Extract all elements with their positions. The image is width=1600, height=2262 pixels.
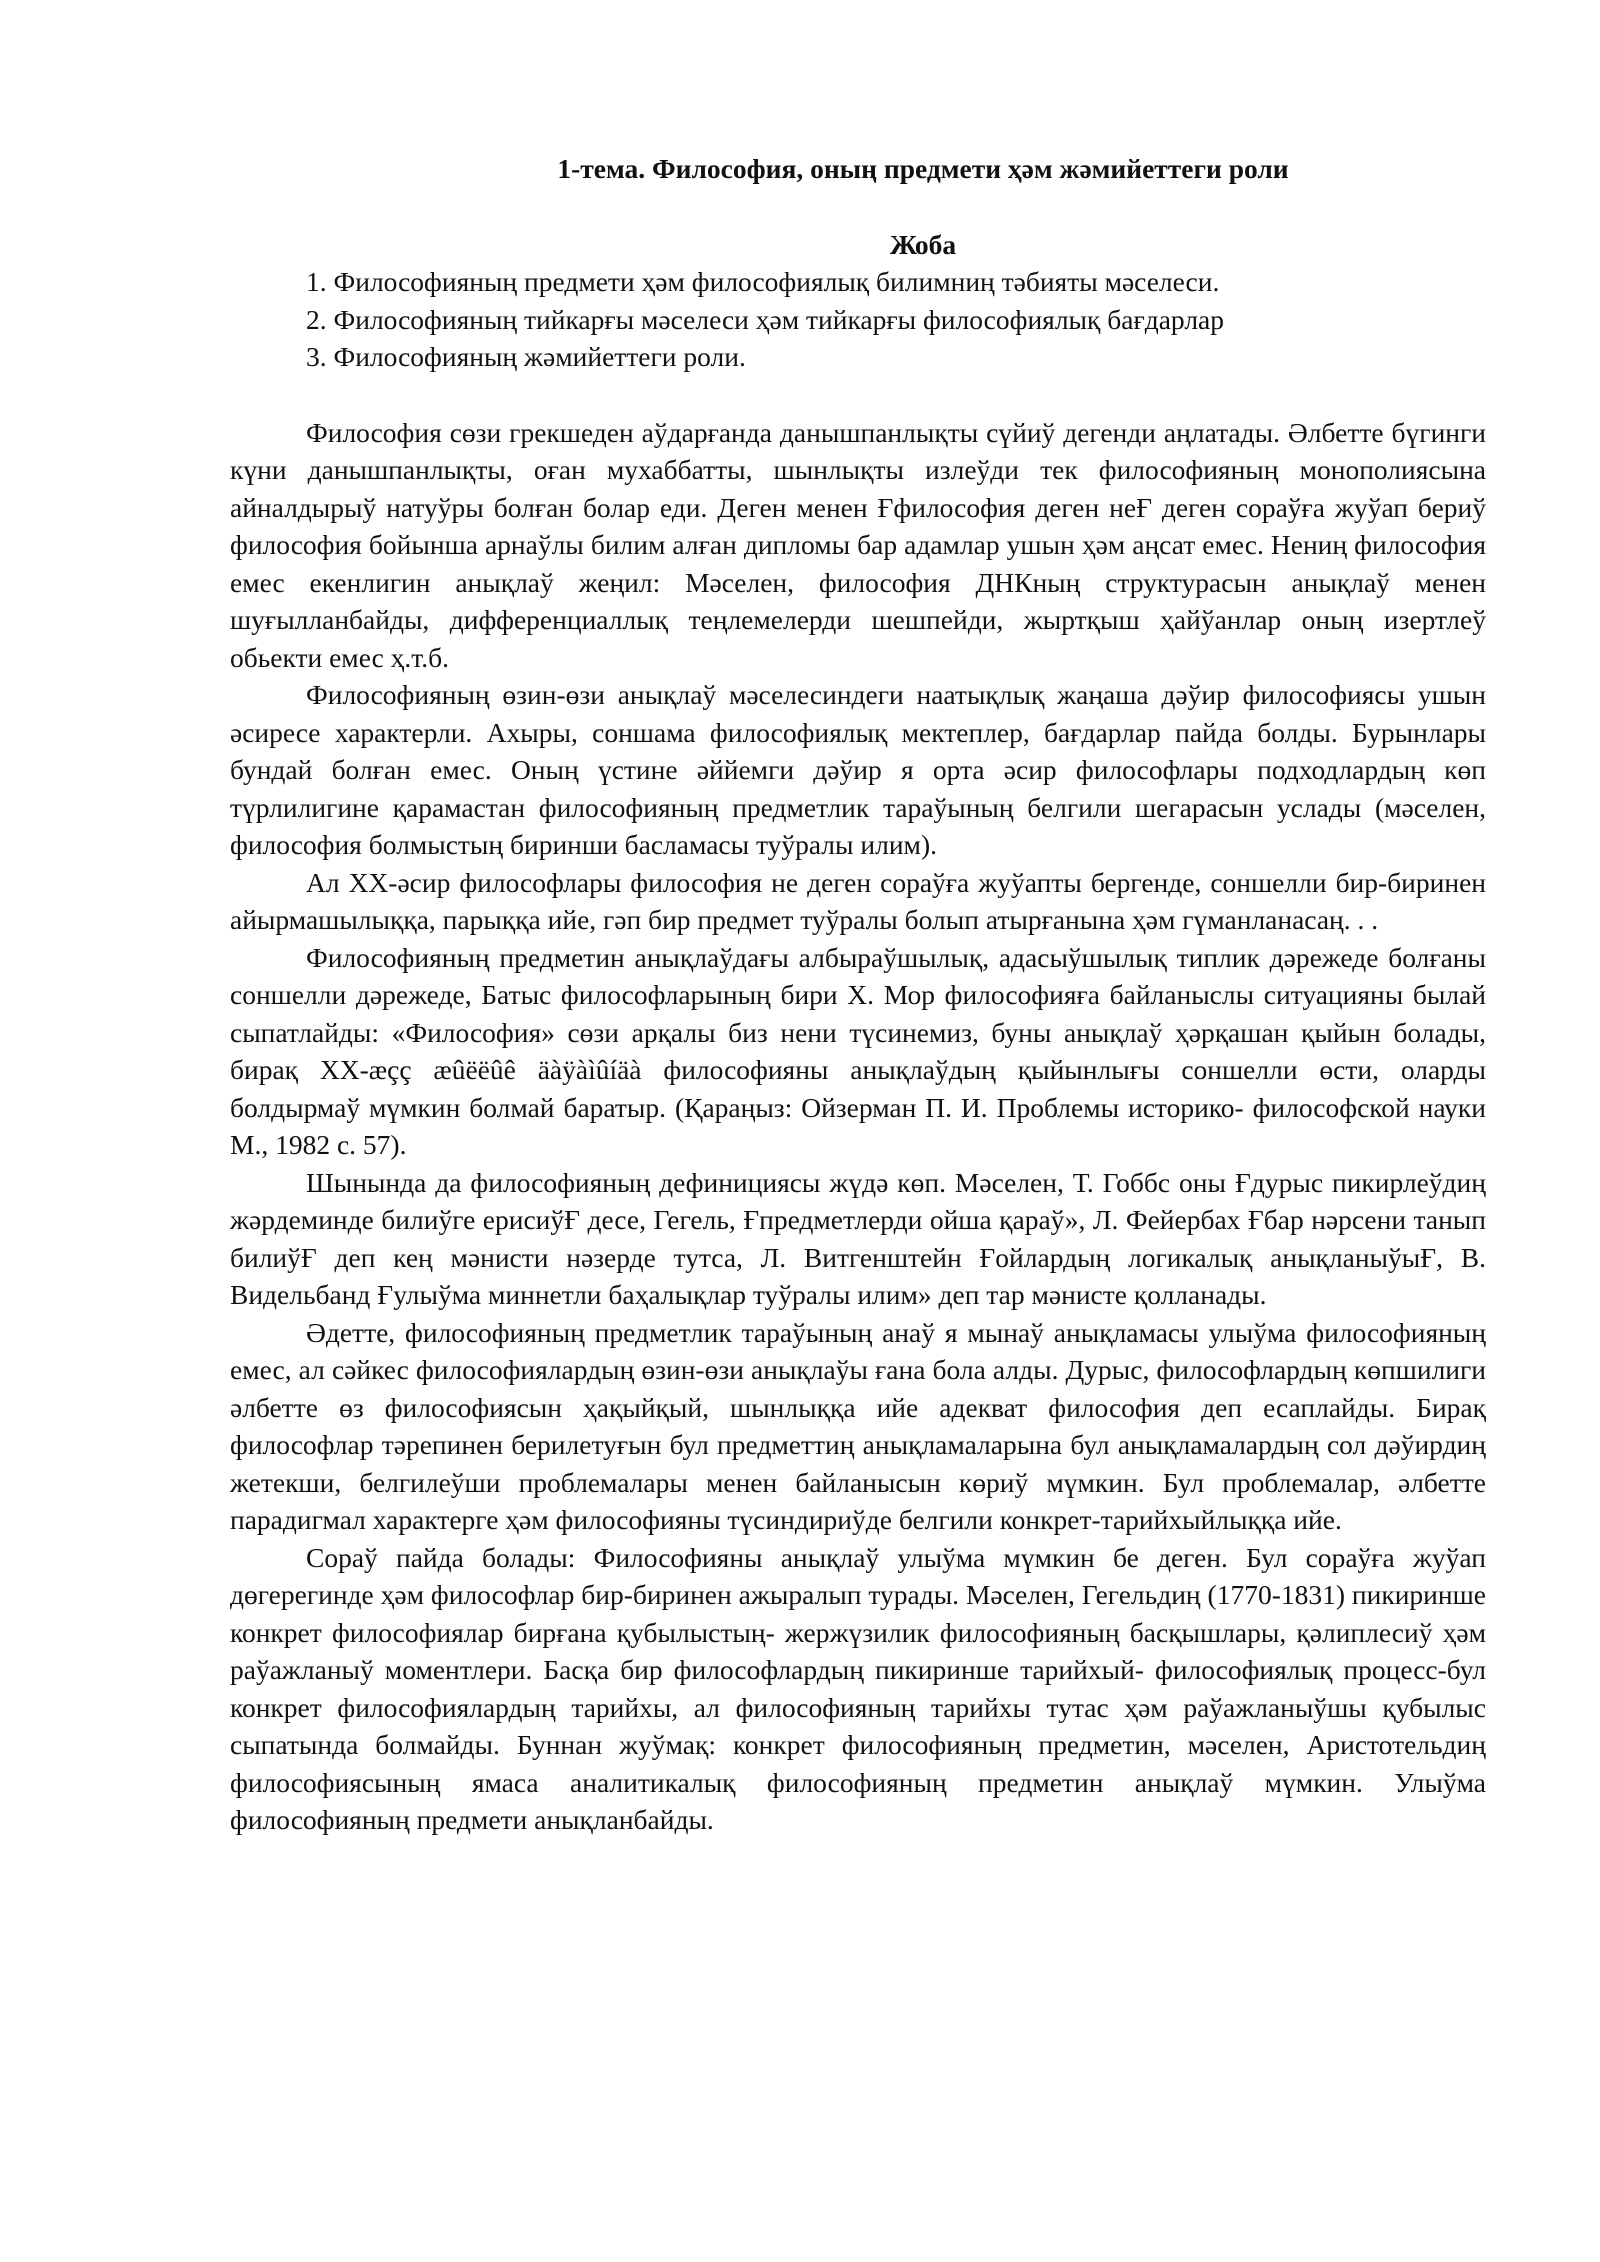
page-title: 1-тема. Философия, оның предмети ҳәм жәмийеттеги роли (557, 153, 1289, 184)
plan-list (230, 263, 1486, 376)
plan-item: 2. Философияның тийкарғы мәселеси ҳәм тийкарғы философиялық бағдарлар (306, 303, 1225, 335)
body-paragraph: Философия сөзи грекшеден аўдарғанда данышпанлықты сүйиў дегенди аңлатады. Әлбетте бүгинги күни данышпанлықты, оған мухаббатты, шынлықты излеўди тек философияның монополиясына айналдырыў натуўры болған болар еди. Деген менен Ғфилософия деген неҒ деген сораўға жуўап бериў философия бойынша арнаўлы билим алған дипломы бар адамлар ушын ҳәм аңсат емес. Нениң философия емес екенлигин анықлаў жеңил: Мәселен, философия ДНКның структурасын анықлаў менен шуғылланбайды, дифференциаллық теңлемелерди шешпейди, жыртқыш ҳайўанлар оның изертлеў обьекти емес ҳ.т.б. (230, 416, 1486, 673)
plan-item: 1. Философияның предмети ҳәм философиялық билимниң тәбияты мәселеси. (306, 266, 1220, 297)
body-paragraph: Философияның предметин анықлаўдағы албыраўшылық, адасыўшылық типлик дәрежеде болғаны соншелли дәрежеде, Батыс философларының бири Х. Мор философияға байланыслы ситуацияны былай сыпатлайды: «Философия» сөзи арқалы биз нени түсинемиз, буны анықлаў ҳәрқашан қыйын болады, бирақ XX-æçç æûëëûê äàÿàìûíäà философияны анықлаўдың қыйынлығы соншелли өсти, оларды болдырмаў мүмкин болмай баратыр. (Қараңыз: Ойзерман П. И. Проблемы историко- философской науки М., 1982 с. 57). (230, 941, 1486, 1160)
body-paragraph: Сораў пайда болады: Философияны анықлаў улыўма мүмкин бе деген. Бул сораўға жуўап дөгерегинде ҳәм философлар бир-биринен ажыралып турады. Мәселен, Гегельдиң (1770-1831) пикиринше конкрет философиялар бирғана қубылыстың- жержүзилик философияның басқышлары, қәлиплесиў ҳәм раўажланыў моментлери. Басқа бир философлардың пикиринше тарийхый- философиялық процесс-бул конкрет философиялардың тарийхы, ал философияның тарийхы тутас ҳәм раўажланыўшы қубылыс сыпатында болмайды. Буннан жуўмақ: конкрет философияның предметин, мәселен, Аристотельдиң философиясының ямаса аналитикалық философияның предметин анықлаў мүмкин. Улыўма философияның предмети анықланбайды. (230, 1541, 1486, 1835)
body-paragraph: Философияның өзин-өзи анықлаў мәселесиндеги наатықлық жаңаша дәўир философиясы ушын әсиресе характерли. Ахыры, соншама философиялық мектеплер, бағдарлар пайда болды. Бурынлары бундай болған емес. Оның үстине әййемги дәўир я орта әсир философлары подходлардың көп түрлилигине қарамастан философияның предметлик тараўының белгили шегарасын услады (мәселен, философия болмыстың биринши басламасы туўралы илим). (230, 679, 1486, 860)
plan-heading: Жоба (889, 228, 957, 260)
body-paragraph: Шынында да философияның дефинициясы жүдә көп. Мәселен, Т. Гоббс оны Ғдурыс пикирлеўдиң жәрдеминде билиўге ерисиўҒ десе, Гегель, Ғпредметлерди ойша қараў», Л. Фейербах Ғбар нәрсени танып билиўҒ деп кең мәнисти нәзерде тутса, Л. Витгенштейн Ғойлардың логикалық анықланыўыҒ, В. Видельбанд Ғулыўма миннетли баҳалықлар туўралы илим» деп тар мәнисте қолланады. (230, 1166, 1486, 1310)
document-page (230, 150, 1486, 1839)
plan-item: 3. Философияның жәмийеттеги роли. (306, 341, 746, 372)
body-paragraph: Ал XX-әсир философлары философия не деген сораўға жуўапты бергенде, соншелли бир-биринен айырмашылыққа, парыққа ийе, гәп бир предмет туўралы болып атырғанына ҳәм гүманланасаң. . . (230, 866, 1486, 935)
body-paragraph: Әдетте, философияның предметлик тараўының анаў я мынаў анықламасы улыўма философияның емес, ал сәйкес философиялардың өзин-өзи анықлаўы ғана бола алды. Дурыс, философлардың көпшилиги әлбетте өз философиясын ҳақыйқый, шынлыққа ийе адекват философия деп есаплайды. Бирақ философлар тәрепинен берилетуғын бул предметтиң анықламаларына бул анықламалардың сол дәўирдиң жетекши, белгилеўши проблемалары менен байланысын көриў мүмкин. Бул проблемалар, әлбетте парадигмал характерге ҳәм философияны түсиндириўде белгили конкрет-тарийхыйлыққа ийе. (230, 1316, 1486, 1535)
